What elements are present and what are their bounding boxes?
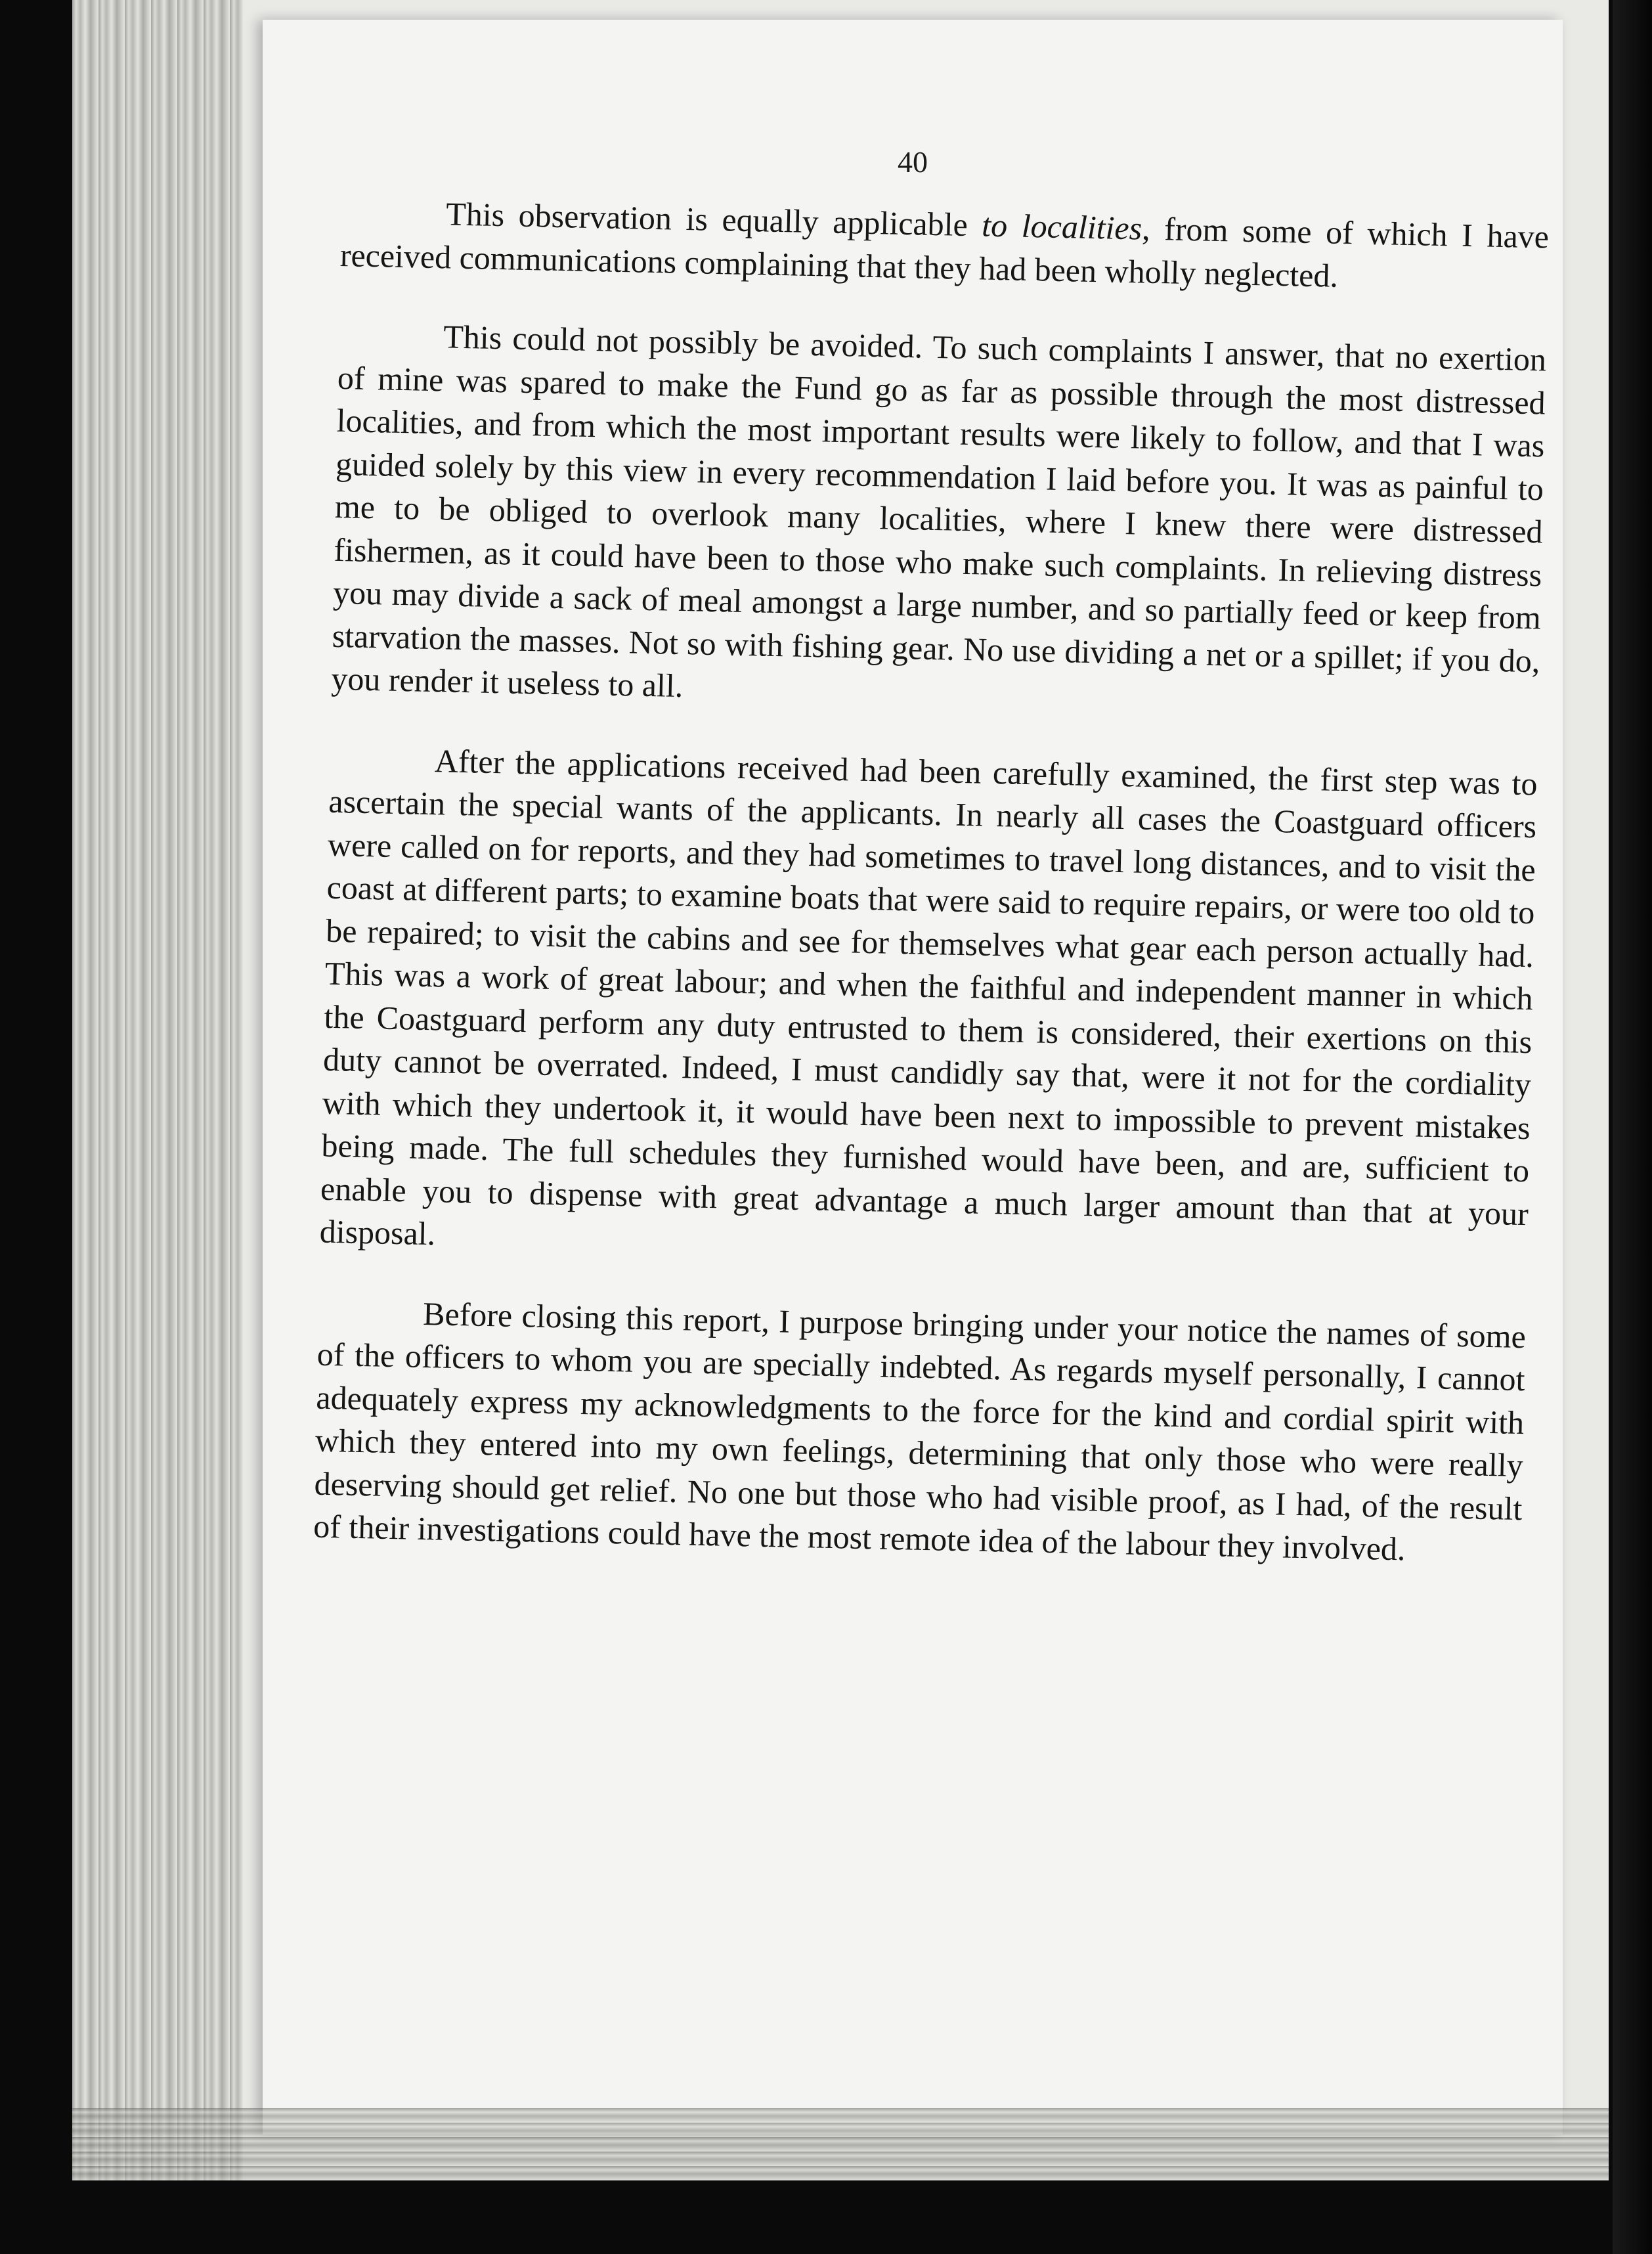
book-stack — [72, 0, 1609, 2180]
paragraph-1-emphasis: to localities — [981, 206, 1142, 247]
paragraph-2: This could not possibly be avoided. To such complaints I answer, that no exertion of mine was spared to make the Fund go as far as possible through the most distressed localities, and from which the most important results were likely to follow, and that I was guided solely by this view in every recommendation I laid before you. It was as painful to me to be obliged to overlook many localities, where I knew there were distressed fishermen, as it could have been to those who make such complaints. In relieving distress you may divide a sack of meal amongst a large number, and so partially feed or keep from starvation the masses. Not so with fishing gear. No use dividing a net or a spillet; if you do, you render it useless to all. — [330, 318, 1547, 705]
paragraph-3: After the applications received had been carefully examined, the first step was to ascertain the special wants of the applicants. In nearly all cases the Coastguard officers were called on for reports, and they had sometimes to travel long distances, and to visit the coast at different parts; to examine boats that were said to require repairs, or were too old to be repaired; to visit the cabins and see for themselves what gear each person actually had. This was a work of great labour; and when the faithful and independent manner in which the Coastguard perform any duty entrusted to them is considered, their exertions on this duty cannot be overrated. Indeed, I must candidly say that, were it not for the cordiality with which they undertook it, it would have been next to impossible to prevent mistakes being made. The full schedules they furnished would have been, and are, sufficient to enable you to dispense with great advantage a much larger amount than that at your disposal. — [319, 741, 1538, 1252]
paragraph-4: Before closing this report, I purpose bringing under your notice the names of some of the officers to whom you are specially indebted. As regards myself personally, I cannot adequately express my acknowledgments to the force for the kind and cordial spirit with which they entered into my own feelings, determining that only those who were really deserving should get relief. No one but those who had visible proof, as I had, of the result of their investigations could have the most remote idea of the labour they involved. — [313, 1294, 1527, 1568]
paragraph-1-after: , from some of which I have received communications complaining that they had been wholly neglected. — [339, 210, 1550, 294]
page-body — [313, 190, 1550, 1610]
paragraph-1-before: This observation is equally applicable — [445, 195, 982, 244]
page-number: 40 — [898, 145, 928, 179]
scan-right-edge — [1613, 0, 1652, 2254]
